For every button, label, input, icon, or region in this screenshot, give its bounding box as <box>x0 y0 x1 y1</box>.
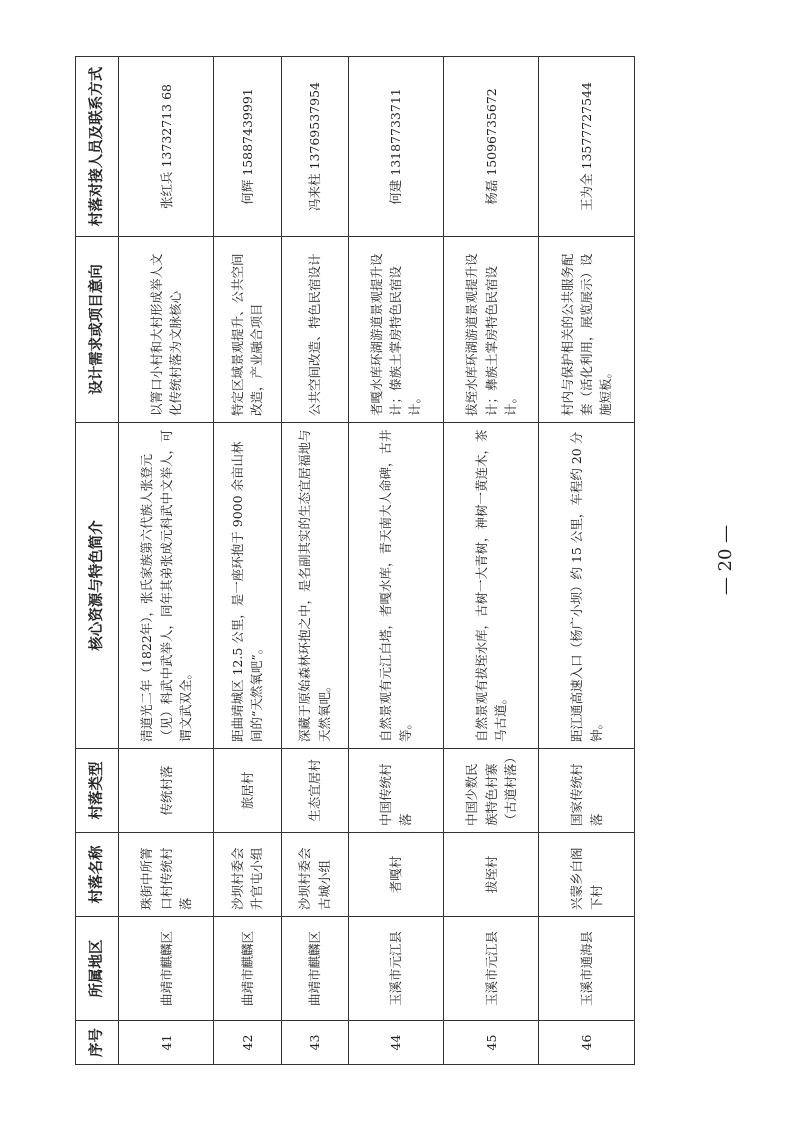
cell-type: 生态宜居村 <box>281 749 348 833</box>
table-header-row <box>76 57 119 1065</box>
cell-region: 玉溪市元江县 <box>444 917 539 1021</box>
table-row <box>539 57 635 1065</box>
cell-no: 43 <box>281 1021 348 1065</box>
header-design: 设计需求或项目意向 <box>76 237 119 423</box>
cell-contact: 冯来柱 13769537954 <box>281 57 348 237</box>
cell-contact: 何建 13187733711 <box>348 57 443 237</box>
table-row <box>281 57 348 1065</box>
cell-type: 旅居村 <box>214 749 281 833</box>
header-no: 序号 <box>76 1021 119 1065</box>
cell-no: 46 <box>539 1021 635 1065</box>
cell-region: 玉溪市通海县 <box>539 917 635 1021</box>
header-village: 村落名称 <box>76 833 119 917</box>
cell-contact: 何辉 15887439991 <box>214 57 281 237</box>
cell-village: 沙坝村委会古城小组 <box>281 833 348 917</box>
cell-no: 45 <box>444 1021 539 1065</box>
cell-type: 中国少数民族特色村寨（古道村落） <box>444 749 539 833</box>
header-region: 所属地区 <box>76 917 119 1021</box>
cell-intro: 距江通高速入口（杨广小坝）约 15 公里，车程约 20 分钟。 <box>539 423 635 749</box>
cell-intro: 自然景观有拔垤水库，古树一大青树，神树一黄连木，茶马古道。 <box>444 423 539 749</box>
cell-design: 拔垤水库环湖游道景观提升设计；彝族土掌房特色民宿设计。 <box>444 237 539 423</box>
header-contact: 村落对接人员及联系方式 <box>76 57 119 237</box>
table-row <box>348 57 443 1065</box>
cell-contact: 杨磊 15096735672 <box>444 57 539 237</box>
cell-intro: 自然景观有元江白塔，者嘎水库，青天南大人命碑，古井等。 <box>348 423 443 749</box>
village-table <box>75 56 635 1065</box>
cell-region: 曲靖市麒麟区 <box>214 917 281 1021</box>
cell-region: 曲靖市麒麟区 <box>119 917 214 1021</box>
cell-no: 41 <box>119 1021 214 1065</box>
cell-intro: 距曲靖城区 12.5 公里，是一座环抱于 9000 余亩山林间的“天然氧吧”。 <box>214 423 281 749</box>
cell-type: 中国传统村落 <box>348 749 443 833</box>
cell-village: 者嘎村 <box>348 833 443 917</box>
cell-contact: 王为全 13577727544 <box>539 57 635 237</box>
cell-no: 44 <box>348 1021 443 1065</box>
table-row <box>214 57 281 1065</box>
cell-region: 玉溪市元江县 <box>348 917 443 1021</box>
cell-type: 国家传统村落 <box>539 749 635 833</box>
table-row <box>444 57 539 1065</box>
cell-village: 沙坝村委会升官屯小组 <box>214 833 281 917</box>
table-row <box>119 57 214 1065</box>
cell-intro: 深藏于原始森林环抱之中，是名副其实的生态宜居福地与天然氧吧。 <box>281 423 348 749</box>
cell-design: 以箐口小村和大村形成举人文化传统村落为文脉核心 <box>119 237 214 423</box>
cell-design: 特定区域景观提升、公共空间改造，产业融合项目 <box>214 237 281 423</box>
rotated-table-wrapper <box>75 57 635 1065</box>
cell-design: 村内与保护相关的公共服务配套（活化利用，展览展示）设施短板。 <box>539 237 635 423</box>
page-number: — 20 — <box>715 524 736 596</box>
cell-design: 公共空间改造、特色民宿设计 <box>281 237 348 423</box>
cell-region: 曲靖市麒麟区 <box>281 917 348 1021</box>
cell-village: 拔垤村 <box>444 833 539 917</box>
cell-contact: 张红兵 13732713 68 <box>119 57 214 237</box>
cell-design: 者嘎水库环湖游道景观提升设计；傣族土掌房特色民宿设计。 <box>348 237 443 423</box>
cell-intro: 清道光二年（1822年），张氏家族第六代族人张登元（见）科武中武举人，同年其弟张成元科武中文举人，可谓文武双全。 <box>119 423 214 749</box>
cell-no: 42 <box>214 1021 281 1065</box>
cell-village: 兴蒙乡白阁下村 <box>539 833 635 917</box>
header-type: 村落类型 <box>76 749 119 833</box>
header-intro: 核心资源与特色简介 <box>76 423 119 749</box>
cell-type: 传统村落 <box>119 749 214 833</box>
cell-village: 珠街中所箐口村传统村落 <box>119 833 214 917</box>
